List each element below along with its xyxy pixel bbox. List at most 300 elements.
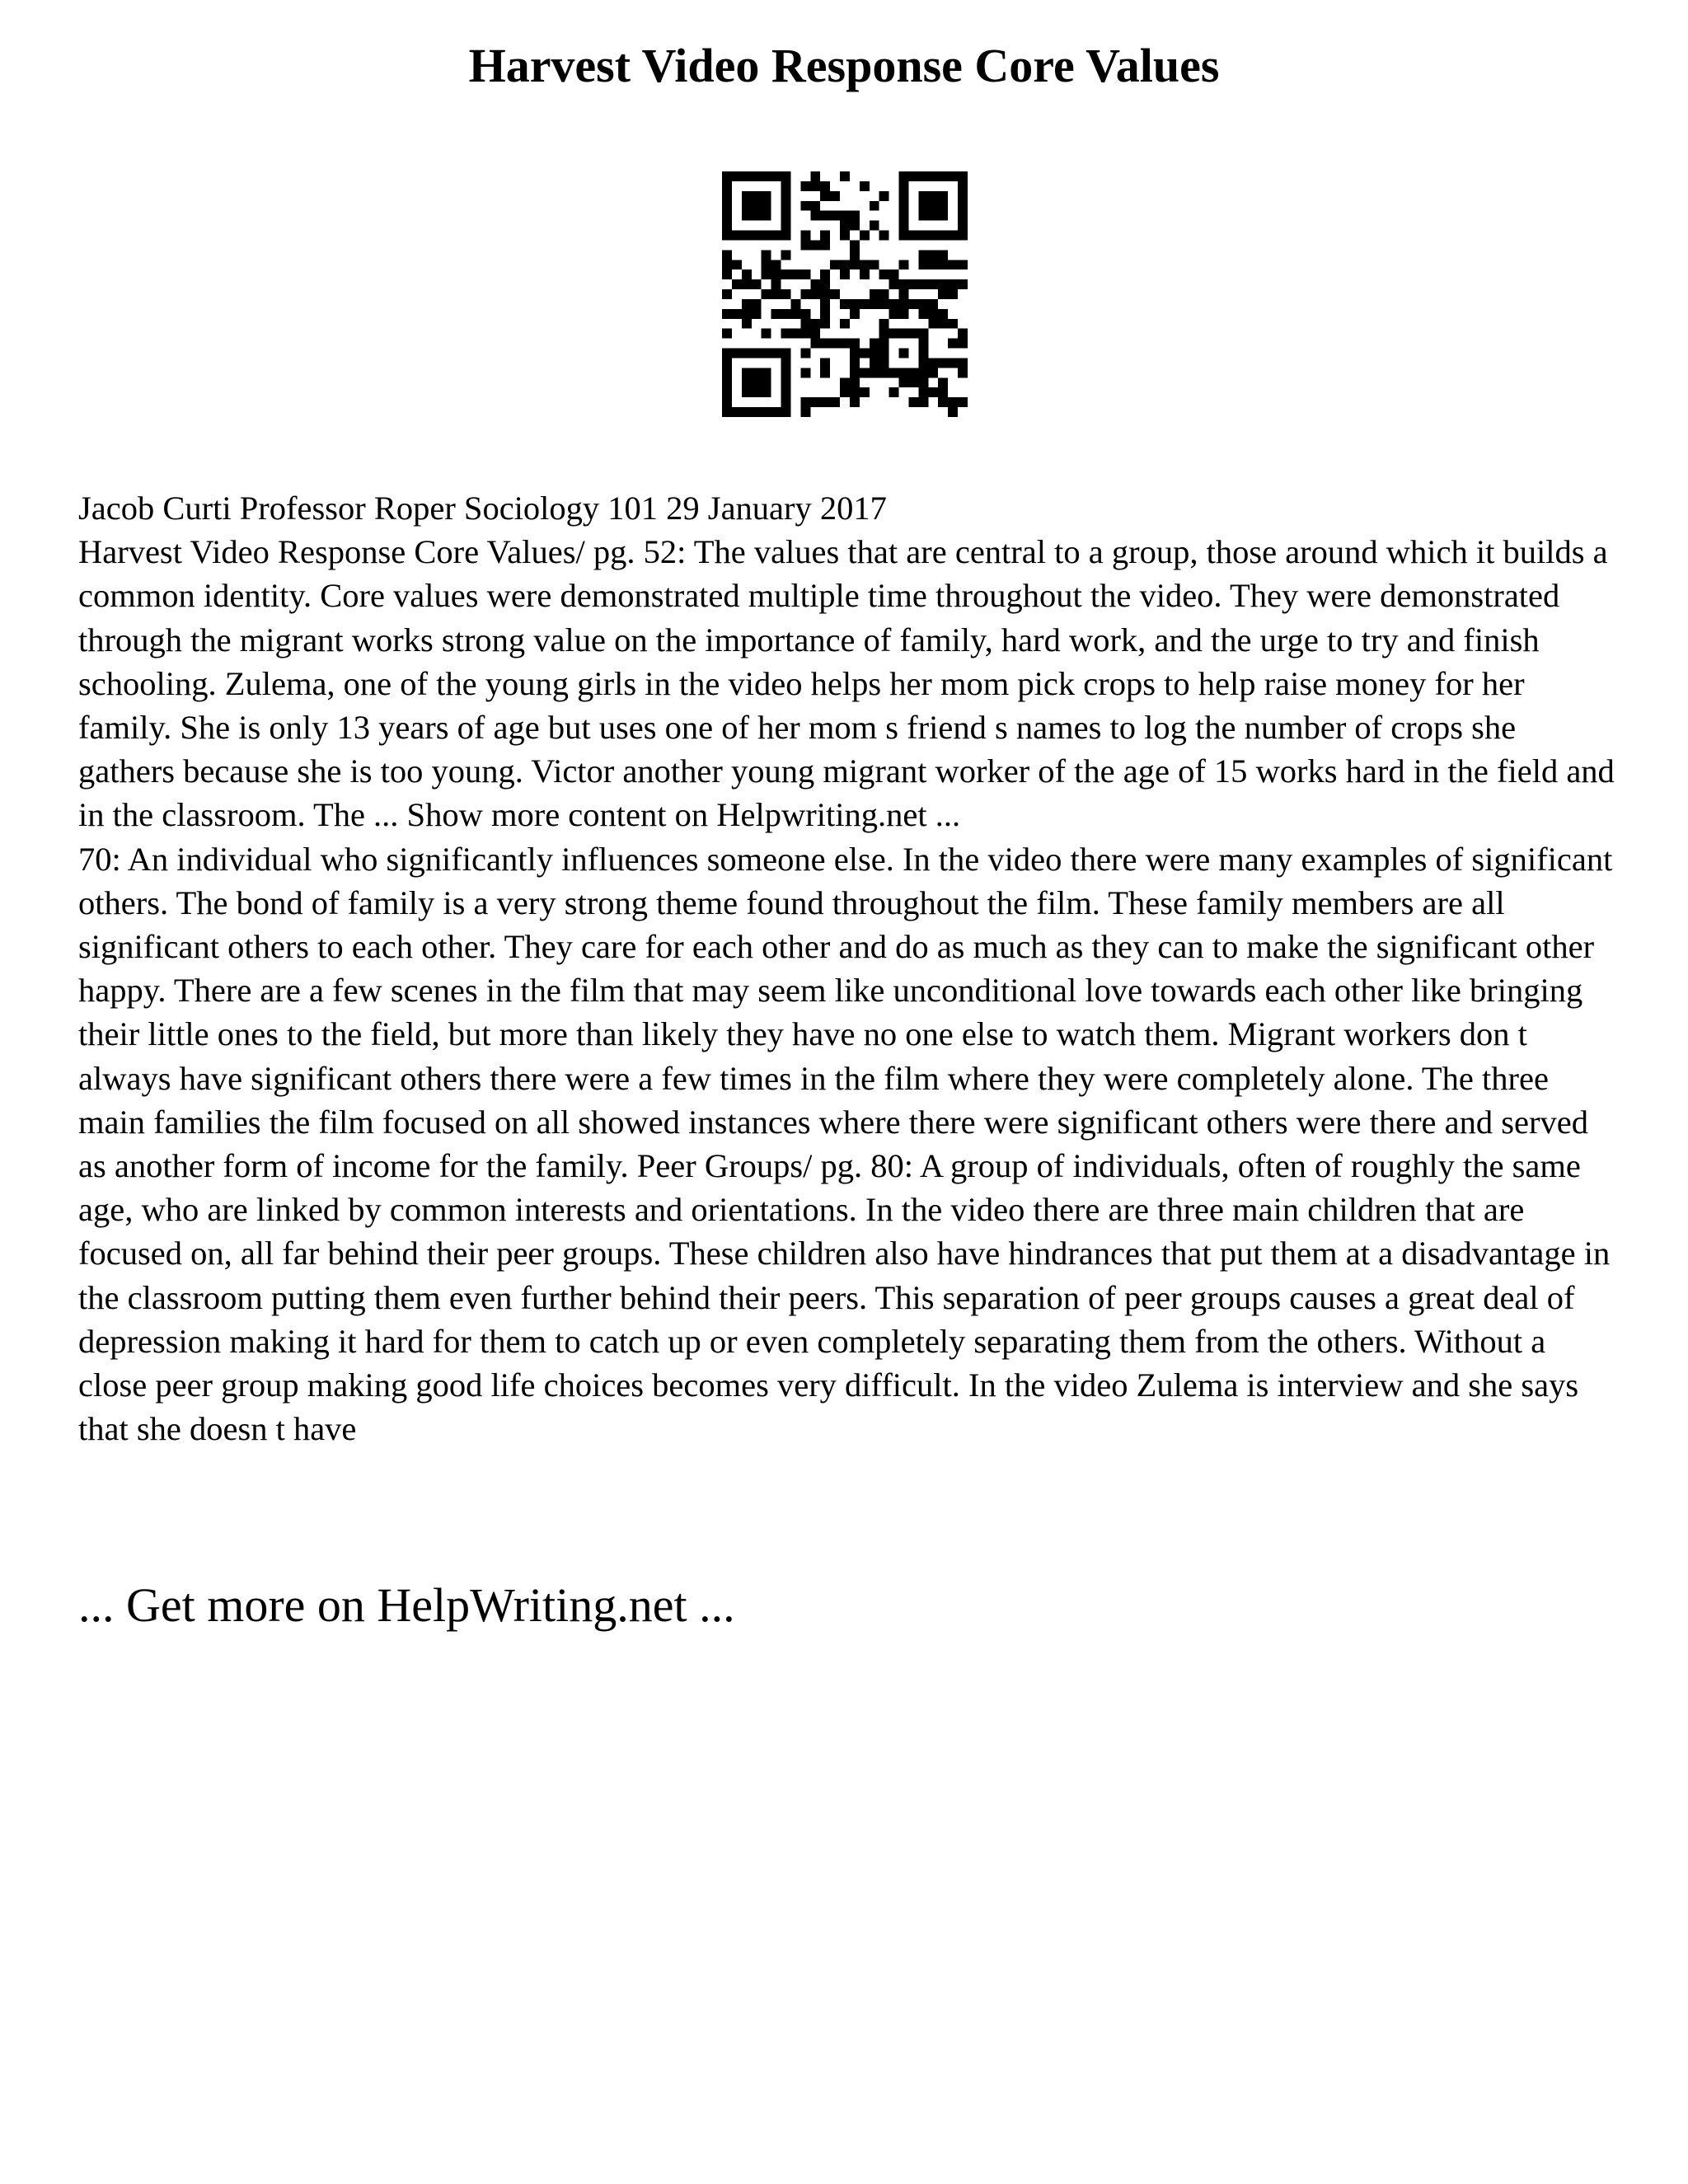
qr-module bbox=[958, 181, 968, 191]
qr-module bbox=[732, 171, 742, 181]
qr-module bbox=[850, 250, 860, 260]
qr-module bbox=[918, 231, 928, 241]
qr-module bbox=[928, 211, 938, 221]
qr-module bbox=[918, 387, 928, 397]
qr-module bbox=[938, 171, 948, 181]
qr-module bbox=[800, 181, 810, 191]
qr-module bbox=[938, 201, 948, 211]
qr-module bbox=[810, 181, 820, 191]
qr-module bbox=[938, 377, 948, 387]
qr-module bbox=[870, 299, 879, 309]
qr-module bbox=[742, 201, 752, 211]
qr-module bbox=[790, 329, 800, 339]
qr-module bbox=[879, 349, 889, 359]
qr-module bbox=[899, 260, 909, 269]
qr-module bbox=[948, 358, 958, 368]
qr-module bbox=[752, 201, 762, 211]
qr-module bbox=[820, 368, 830, 377]
qr-module bbox=[928, 231, 938, 241]
qr-module bbox=[948, 397, 958, 407]
qr-module bbox=[908, 279, 918, 289]
qr-module bbox=[918, 309, 928, 319]
qr-module bbox=[928, 309, 938, 319]
qr-module bbox=[742, 191, 752, 201]
qr-module bbox=[790, 309, 800, 319]
qr-module bbox=[958, 191, 968, 201]
qr-module bbox=[918, 250, 928, 260]
qr-module bbox=[722, 231, 732, 241]
qr-module bbox=[879, 289, 889, 299]
qr-module bbox=[889, 329, 899, 339]
qr-module bbox=[820, 240, 830, 250]
qr-module bbox=[918, 260, 928, 269]
qr-module bbox=[840, 221, 850, 231]
qr-module bbox=[899, 329, 909, 339]
qr-module bbox=[762, 231, 771, 241]
qr-module bbox=[899, 201, 909, 211]
qr-module bbox=[948, 231, 958, 241]
qr-module bbox=[752, 377, 762, 387]
qr-code-icon bbox=[722, 171, 968, 417]
qr-module bbox=[860, 269, 870, 279]
qr-module bbox=[899, 309, 909, 319]
qr-module bbox=[908, 368, 918, 377]
qr-module bbox=[928, 171, 938, 181]
qr-module bbox=[810, 240, 820, 250]
qr-module bbox=[800, 231, 810, 241]
qr-module bbox=[870, 339, 879, 349]
qr-module bbox=[938, 289, 948, 299]
qr-module bbox=[742, 231, 752, 241]
qr-module bbox=[732, 279, 742, 289]
qr-module bbox=[722, 329, 732, 339]
qr-module bbox=[958, 329, 968, 339]
qr-module bbox=[908, 299, 918, 309]
qr-module bbox=[732, 260, 742, 269]
qr-module bbox=[722, 349, 732, 359]
qr-module bbox=[742, 171, 752, 181]
qr-module bbox=[918, 299, 928, 309]
qr-module bbox=[870, 201, 879, 211]
qr-module bbox=[958, 201, 968, 211]
get-more-link[interactable]: ... Get more on HelpWriting.net ... bbox=[78, 1578, 735, 1632]
qr-module bbox=[899, 289, 909, 299]
qr-module bbox=[742, 349, 752, 359]
qr-module bbox=[742, 319, 752, 329]
qr-module bbox=[781, 368, 791, 377]
qr-module bbox=[899, 231, 909, 241]
qr-module bbox=[830, 289, 840, 299]
qr-module bbox=[840, 339, 850, 349]
qr-code-graphic bbox=[722, 171, 968, 417]
qr-module bbox=[781, 358, 791, 368]
qr-module bbox=[879, 231, 889, 241]
qr-module bbox=[781, 349, 791, 359]
qr-module bbox=[781, 211, 791, 221]
qr-module bbox=[918, 191, 928, 201]
qr-module bbox=[870, 260, 879, 269]
qr-module bbox=[781, 377, 791, 387]
qr-module bbox=[800, 368, 810, 377]
qr-module bbox=[722, 407, 732, 417]
qr-module bbox=[752, 368, 762, 377]
qr-module bbox=[722, 171, 732, 181]
qr-module bbox=[771, 269, 781, 279]
qr-module bbox=[752, 171, 762, 181]
qr-module bbox=[732, 349, 742, 359]
qr-module bbox=[762, 269, 771, 279]
qr-module bbox=[899, 191, 909, 201]
qr-module bbox=[870, 221, 879, 231]
qr-module bbox=[800, 397, 810, 407]
qr-module bbox=[918, 339, 928, 349]
qr-module bbox=[918, 329, 928, 339]
qr-module bbox=[958, 397, 968, 407]
qr-module bbox=[879, 269, 889, 279]
qr-module bbox=[781, 309, 791, 319]
qr-module bbox=[928, 368, 938, 377]
qr-module bbox=[899, 221, 909, 231]
qr-module bbox=[850, 397, 860, 407]
qr-module bbox=[850, 358, 860, 368]
qr-module bbox=[830, 260, 840, 269]
qr-module bbox=[948, 407, 958, 417]
qr-module bbox=[722, 368, 732, 377]
qr-module bbox=[879, 329, 889, 339]
qr-module bbox=[742, 309, 752, 319]
qr-module bbox=[840, 231, 850, 241]
qr-module bbox=[899, 211, 909, 221]
qr-module bbox=[762, 387, 771, 397]
qr-module bbox=[762, 250, 771, 260]
qr-module bbox=[948, 279, 958, 289]
qr-module bbox=[860, 260, 870, 269]
qr-module bbox=[899, 299, 909, 309]
qr-module bbox=[722, 397, 732, 407]
qr-module bbox=[928, 319, 938, 329]
qr-module bbox=[908, 397, 918, 407]
header-line: Jacob Curti Professor Roper Sociology 101 29 January 2017 bbox=[78, 490, 887, 527]
qr-module bbox=[830, 397, 840, 407]
qr-module bbox=[938, 260, 948, 269]
qr-module bbox=[820, 309, 830, 319]
qr-module bbox=[810, 201, 820, 211]
qr-module bbox=[860, 181, 870, 191]
qr-module bbox=[722, 221, 732, 231]
qr-module bbox=[722, 358, 732, 368]
qr-module bbox=[762, 377, 771, 387]
qr-module bbox=[752, 387, 762, 397]
qr-module bbox=[938, 279, 948, 289]
qr-module bbox=[820, 181, 830, 191]
qr-module bbox=[958, 221, 968, 231]
qr-module bbox=[762, 191, 771, 201]
qr-module bbox=[742, 211, 752, 221]
qr-module bbox=[938, 309, 948, 319]
qr-module bbox=[938, 191, 948, 201]
qr-module bbox=[810, 329, 820, 339]
qr-module bbox=[722, 309, 732, 319]
qr-module bbox=[928, 387, 938, 397]
qr-module bbox=[850, 377, 860, 387]
qr-module bbox=[752, 231, 762, 241]
qr-module bbox=[938, 319, 948, 329]
qr-module bbox=[762, 201, 771, 211]
qr-module bbox=[810, 211, 820, 221]
qr-module bbox=[879, 339, 889, 349]
qr-module bbox=[781, 329, 791, 339]
qr-module bbox=[840, 299, 850, 309]
qr-module bbox=[810, 289, 820, 299]
qr-module bbox=[830, 339, 840, 349]
qr-module bbox=[771, 279, 781, 289]
qr-module bbox=[800, 319, 810, 329]
qr-module bbox=[752, 407, 762, 417]
qr-module bbox=[928, 260, 938, 269]
qr-module bbox=[771, 260, 781, 269]
qr-module bbox=[820, 269, 830, 279]
qr-module bbox=[879, 319, 889, 329]
qr-module bbox=[850, 309, 860, 319]
qr-module bbox=[908, 329, 918, 339]
qr-module bbox=[908, 231, 918, 241]
qr-module bbox=[918, 377, 928, 387]
qr-module bbox=[781, 269, 791, 279]
qr-module bbox=[948, 339, 958, 349]
qr-module bbox=[840, 269, 850, 279]
qr-module bbox=[722, 260, 732, 269]
qr-module bbox=[810, 171, 820, 181]
qr-module bbox=[800, 240, 810, 250]
qr-module bbox=[722, 377, 732, 387]
qr-module bbox=[762, 349, 771, 359]
qr-module bbox=[870, 358, 879, 368]
qr-module bbox=[762, 368, 771, 377]
qr-module bbox=[762, 211, 771, 221]
qr-module bbox=[732, 407, 742, 417]
qr-module bbox=[958, 358, 968, 368]
qr-module bbox=[918, 171, 928, 181]
qr-module bbox=[742, 269, 752, 279]
qr-module bbox=[752, 349, 762, 359]
qr-module bbox=[899, 368, 909, 377]
qr-module bbox=[889, 299, 899, 309]
qr-module bbox=[781, 250, 791, 260]
qr-module bbox=[722, 181, 732, 191]
qr-module bbox=[800, 289, 810, 299]
qr-module bbox=[958, 260, 968, 269]
qr-module bbox=[790, 269, 800, 279]
qr-module bbox=[781, 191, 791, 201]
qr-module bbox=[771, 171, 781, 181]
qr-module bbox=[810, 339, 820, 349]
qr-module bbox=[938, 358, 948, 368]
qr-module bbox=[771, 289, 781, 299]
qr-module bbox=[918, 279, 928, 289]
qr-module bbox=[790, 299, 800, 309]
qr-module bbox=[762, 329, 771, 339]
qr-module bbox=[820, 397, 830, 407]
qr-module bbox=[781, 387, 791, 397]
qr-module bbox=[870, 368, 879, 377]
qr-module bbox=[820, 191, 830, 201]
qr-module bbox=[879, 191, 889, 201]
qr-module bbox=[889, 387, 899, 397]
paragraph-core-values: Harvest Video Response Core Values/ pg. 52: The values that are central to a group, those around which it builds a common identity. Core values were demonstrated multiple time throughout the video. They were demonstrated through the migrant works strong value on the importance of family, hard work, and the urge to try and finish schooling. Zulema, one of the young girls in the video helps her mom pick crops to help raise money for her family. She is only 13 years of age but uses one of her mom s friend s names to log the number of crops she gathers because she is too young. Victor another young migrant worker of the age of 15 works hard in the field and in the classroom. The ... Show more content on Helpwriting.net ... bbox=[78, 533, 1615, 834]
qr-module bbox=[840, 319, 850, 329]
qr-module bbox=[840, 387, 850, 397]
qr-module bbox=[800, 349, 810, 359]
qr-module bbox=[928, 299, 938, 309]
qr-module bbox=[732, 309, 742, 319]
qr-module bbox=[958, 171, 968, 181]
qr-module bbox=[732, 231, 742, 241]
qr-module bbox=[899, 377, 909, 387]
qr-module bbox=[830, 191, 840, 201]
qr-module bbox=[771, 231, 781, 241]
qr-module bbox=[781, 407, 791, 417]
qr-module bbox=[899, 181, 909, 191]
qr-module bbox=[820, 299, 830, 309]
qr-module bbox=[938, 211, 948, 221]
qr-module bbox=[850, 387, 860, 397]
qr-module bbox=[860, 349, 870, 359]
qr-module bbox=[800, 269, 810, 279]
qr-module bbox=[722, 191, 732, 201]
qr-module bbox=[850, 349, 860, 359]
qr-module bbox=[742, 387, 752, 397]
qr-module bbox=[958, 211, 968, 221]
qr-module bbox=[889, 368, 899, 377]
qr-module bbox=[958, 339, 968, 349]
qr-module bbox=[918, 397, 928, 407]
qr-module bbox=[722, 250, 732, 260]
qr-module bbox=[850, 260, 860, 269]
qr-module bbox=[840, 377, 850, 387]
qr-module bbox=[781, 231, 791, 241]
qr-module bbox=[860, 368, 870, 377]
qr-module bbox=[850, 221, 860, 231]
qr-module bbox=[928, 250, 938, 260]
qr-module bbox=[762, 171, 771, 181]
qr-module bbox=[722, 387, 732, 397]
qr-module bbox=[820, 211, 830, 221]
qr-module bbox=[810, 319, 820, 329]
qr-module bbox=[820, 319, 830, 329]
qr-module bbox=[938, 397, 948, 407]
qr-module bbox=[781, 289, 791, 299]
qr-module bbox=[918, 201, 928, 211]
qr-module bbox=[918, 211, 928, 221]
qr-module bbox=[742, 299, 752, 309]
qr-module bbox=[752, 299, 762, 309]
qr-module bbox=[762, 260, 771, 269]
qr-module bbox=[928, 191, 938, 201]
qr-module bbox=[850, 339, 860, 349]
qr-module bbox=[918, 368, 928, 377]
qr-module bbox=[928, 201, 938, 211]
qr-module bbox=[800, 407, 810, 417]
qr-module bbox=[948, 289, 958, 299]
qr-module bbox=[771, 309, 781, 319]
qr-module bbox=[899, 279, 909, 289]
qr-module bbox=[860, 387, 870, 397]
qr-module bbox=[889, 279, 899, 289]
qr-module bbox=[928, 279, 938, 289]
paragraph-significant-others: 70: An individual who significantly influences someone else. In the video there were many examples of significant others. The bond of family is a very strong theme found throughout the film. These family members are all significant others to each other. They care for each other and do as much as they can to make the significant other happy. There are a few scenes in the film that may seem like unconditional love towards each other like bringing their little ones to the field, but more than likely they have no one else to watch them. Migrant workers don t always have significant others there were a few times in the film where they were completely alone. The three main families the film focused on all showed instances where there were significant others were there and served as another form of income for the family. Peer Groups/ pg. 80: A group of individuals, often of roughly the same age, who are linked by common interests and orientations. In the video there are three main children that are focused on, all far behind their peer groups. These children also have hindrances that put them at a disadvantage in the classroom putting them even further behind their peers. This separation of peer groups causes a great deal of depression making it hard for them to catch up or even completely separating them from the others. Without a close peer group making good life choices becomes very difficult. In the video Zulema is interview and she says that she doesn t have bbox=[78, 840, 1613, 1448]
qr-module bbox=[860, 299, 870, 309]
qr-module bbox=[889, 269, 899, 279]
qr-module bbox=[850, 211, 860, 221]
qr-module bbox=[958, 368, 968, 377]
qr-module bbox=[948, 260, 958, 269]
qr-module bbox=[742, 407, 752, 417]
qr-module bbox=[762, 289, 771, 299]
qr-module bbox=[771, 349, 781, 359]
qr-module bbox=[938, 387, 948, 397]
qr-module bbox=[840, 260, 850, 269]
qr-module bbox=[722, 201, 732, 211]
qr-module bbox=[810, 397, 820, 407]
qr-module bbox=[908, 171, 918, 181]
qr-module bbox=[752, 191, 762, 201]
qr-module bbox=[850, 240, 860, 250]
qr-module bbox=[870, 349, 879, 359]
qr-module bbox=[820, 339, 830, 349]
qr-module bbox=[722, 211, 732, 221]
qr-module bbox=[870, 289, 879, 299]
qr-module bbox=[899, 349, 909, 359]
qr-module bbox=[850, 299, 860, 309]
qr-module bbox=[742, 377, 752, 387]
qr-module bbox=[800, 201, 810, 211]
document-title: Harvest Video Response Core Values bbox=[468, 39, 1220, 92]
qr-module bbox=[879, 299, 889, 309]
qr-module bbox=[928, 358, 938, 368]
qr-module bbox=[820, 279, 830, 289]
qr-module bbox=[762, 407, 771, 417]
document-body bbox=[78, 486, 1620, 1451]
qr-module bbox=[820, 358, 830, 368]
qr-module bbox=[781, 181, 791, 191]
qr-module bbox=[722, 269, 732, 279]
qr-module bbox=[800, 329, 810, 339]
qr-module bbox=[840, 171, 850, 181]
qr-module bbox=[908, 377, 918, 387]
qr-module bbox=[820, 231, 830, 241]
qr-module bbox=[948, 171, 958, 181]
qr-module bbox=[820, 289, 830, 299]
qr-module bbox=[840, 211, 850, 221]
qr-module bbox=[860, 231, 870, 241]
qr-module bbox=[879, 368, 889, 377]
qr-module bbox=[850, 368, 860, 377]
qr-module bbox=[752, 279, 762, 289]
qr-module bbox=[781, 171, 791, 181]
qr-module bbox=[771, 407, 781, 417]
qr-module bbox=[810, 279, 820, 289]
qr-module bbox=[948, 319, 958, 329]
qr-module bbox=[781, 397, 791, 407]
qr-module bbox=[938, 250, 948, 260]
qr-module bbox=[830, 211, 840, 221]
qr-module bbox=[781, 201, 791, 211]
qr-module bbox=[742, 368, 752, 377]
qr-module bbox=[958, 279, 968, 289]
qr-module bbox=[752, 211, 762, 221]
qr-module bbox=[889, 309, 899, 319]
qr-module bbox=[742, 279, 752, 289]
